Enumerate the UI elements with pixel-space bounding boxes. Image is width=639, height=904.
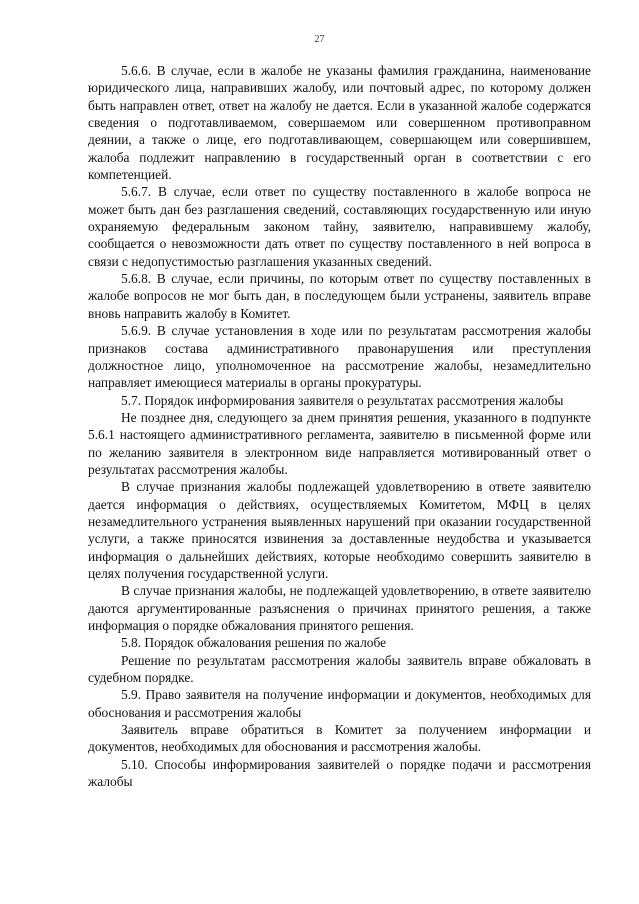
paragraph-5-6-9: 5.6.9. В случае установления в ходе или по результатам рассмотрения жалобы признаков состава административного правонарушения или преступления должностное лицо, уполномоченное на рассмотрение жалобы, незамедлительно направляет имеющиеся материалы в органы прокуратуры. xyxy=(88,323,591,391)
paragraph-court-appeal: Решение по результатам рассмотрения жалобы заявитель вправе обжаловать в судебном порядке. xyxy=(88,652,591,686)
paragraph-information-request: Заявитель вправе обратиться в Комитет за получением информации и документов, необходимых для обоснования и рассмотрения жалобы. xyxy=(88,722,591,755)
paragraph-complaint-satisfied: В случае признания жалобы подлежащей удовлетворению в ответе заявителю дается информация о действиях, осуществляемых Комитетом, МФЦ в целях незамедлительного устранения выявленных нарушений при оказании государственной услуги, а также приносятся извинения за доставленные неудобства и указывается информация о дальнейших действиях, которые необходимо совершить заявителю в целях получения государственной услуги. xyxy=(88,479,591,581)
section-heading-5-9: 5.9. Право заявителя на получение информации и документов, необходимых для обоснования и рассмотрения жалобы xyxy=(88,687,591,720)
paragraph-5-6-6: 5.6.6. В случае, если в жалобе не указаны фамилия гражданина, наименование юридического лица, направивших жалобу, или почтовый адрес, по которому должен быть направлен ответ, ответ на жалобу не дается. Если в указанной жалобе содержатся сведения о подготавливаемом, совершаемом или совершенном противоправном деянии, а также о лице, его подготавливающем, совершающем или совершившем, жалоба подлежит направлению в государственный орган в соответствии с его компетенцией. xyxy=(88,63,591,183)
paragraph-5-6-7: 5.6.7. В случае, если ответ по существу поставленного в жалобе вопроса не может быть дан без разглашения сведений, составляющих государственную или иную охраняемую федеральным законом тайну, заявителю, направившему жалобу, сообщается о невозможности дать ответ по существу поставленного в ней вопроса в связи с недопустимостью разглашения указанных сведений. xyxy=(88,184,591,269)
page-number: 27 xyxy=(314,34,325,45)
paragraph-response-deadline: Не позднее дня, следующего за днем принятия решения, указанного в подпункте 5.6.1 настоящего административного регламента, заявителю в письменной форме или по желанию заявителя в электронном виде направляется мотивированный ответ о результатах рассмотрения жалобы. xyxy=(88,409,591,477)
section-heading-5-10: 5.10. Способы информирования заявителей о порядке подачи и рассмотрения жалобы xyxy=(88,756,591,790)
section-heading-5-8: 5.8. Порядок обжалования решения по жалобе xyxy=(121,635,387,651)
section-heading-5-7: 5.7. Порядок информирования заявителя о результатах рассмотрения жалобы xyxy=(121,392,564,408)
paragraph-complaint-rejected: В случае признания жалобы, не подлежащей удовлетворению, в ответе заявителю даются аргументированные разъяснения о причинах принятого решения, а также информация о порядке обжалования принятого решения. xyxy=(88,583,591,633)
paragraph-5-6-8: 5.6.8. В случае, если причины, по которым ответ по существу поставленных в жалобе вопросов не мог быть дан, в последующем были устранены, заявитель вправе вновь направить жалобу в Комитет. xyxy=(88,271,591,321)
body-text xyxy=(88,62,591,790)
